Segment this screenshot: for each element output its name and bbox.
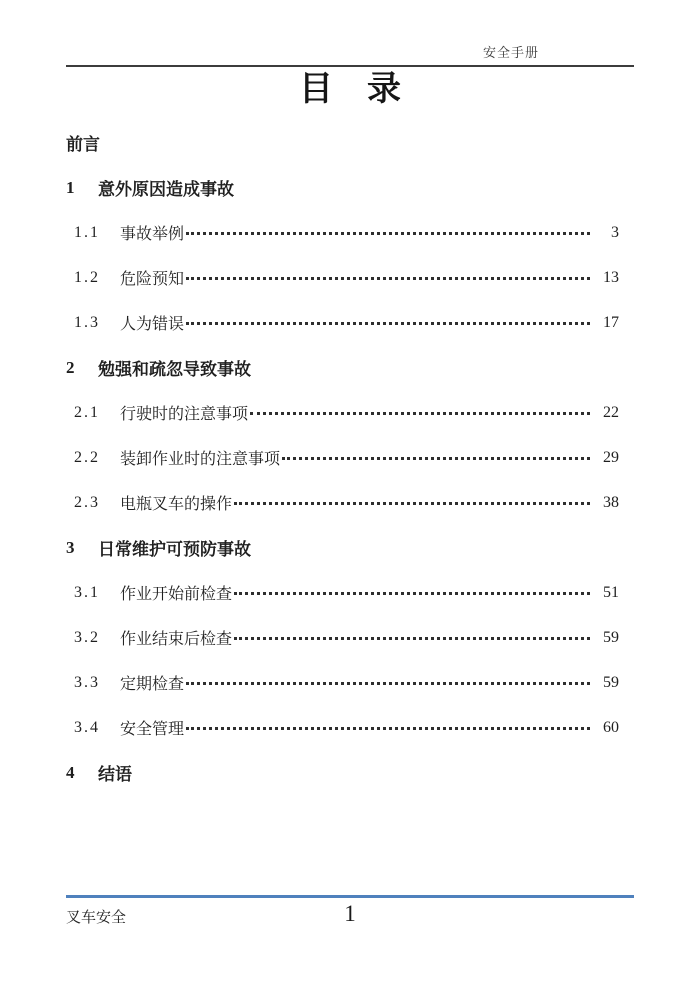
toc-entry-row[interactable] [66, 660, 634, 705]
dot-leader [234, 637, 590, 640]
toc-entry-row[interactable] [66, 480, 634, 525]
toc-entry-number: 3.2 [74, 628, 100, 646]
toc-title: 目 录 [299, 71, 401, 108]
table-of-contents [66, 120, 634, 795]
footer-doc-label: 叉车安全 [66, 910, 127, 926]
toc-entry-label: 作业结束后检查 [120, 631, 233, 648]
toc-entry-number: 2.2 [74, 448, 100, 466]
toc-section-label: 勉强和疏忽导致事故 [98, 360, 251, 379]
toc-entry-row[interactable] [66, 255, 634, 300]
dot-leader [186, 682, 590, 685]
toc-entry-number: 2.1 [74, 403, 100, 421]
page-header [66, 42, 634, 67]
toc-entry-row[interactable] [66, 570, 634, 615]
toc-entry-page: 59 [603, 628, 619, 646]
toc-entry-row[interactable] [66, 300, 634, 345]
toc-section-label: 日常维护可预防事故 [98, 540, 251, 559]
toc-entry-label: 安全管理 [120, 721, 185, 738]
toc-section-label: 结语 [98, 765, 132, 784]
toc-section-row[interactable] [66, 165, 634, 210]
toc-entry-label: 电瓶叉车的操作 [120, 496, 233, 513]
header-doc-title: 安全手册 [482, 45, 539, 60]
dot-leader [250, 412, 590, 415]
page-footer [66, 895, 634, 926]
toc-entry-page: 51 [603, 583, 619, 601]
toc-section-row[interactable] [66, 525, 634, 570]
toc-entry-number: 3.1 [74, 583, 100, 601]
toc-entry-number: 3.4 [74, 718, 100, 736]
toc-section-number: 4 [66, 762, 75, 782]
toc-entry-label: 危险预知 [120, 271, 185, 288]
page-number: 1 [344, 901, 356, 926]
toc-entry-number: 1.1 [74, 223, 100, 241]
toc-section-number: 2 [66, 357, 75, 377]
toc-entry-row[interactable] [66, 705, 634, 750]
toc-entry-row[interactable] [66, 435, 634, 480]
toc-preface-label: 前言 [66, 135, 100, 154]
toc-section-label: 意外原因造成事故 [98, 180, 234, 199]
toc-entry-label: 人为错误 [120, 316, 185, 333]
dot-leader [282, 457, 590, 460]
toc-entry-label: 行驶时的注意事项 [120, 406, 249, 423]
toc-section-number: 3 [66, 537, 75, 557]
dot-leader [234, 592, 590, 595]
dot-leader [186, 232, 590, 235]
toc-entry-row[interactable] [66, 615, 634, 660]
toc-entry-page: 3 [611, 223, 619, 241]
dot-leader [186, 322, 590, 325]
toc-entry-row[interactable] [66, 390, 634, 435]
toc-entry-page: 29 [603, 448, 619, 466]
toc-entry-number: 3.3 [74, 673, 100, 691]
toc-entry-number: 1.3 [74, 313, 100, 331]
toc-section-row[interactable] [66, 345, 634, 390]
toc-section-row[interactable] [66, 750, 634, 795]
toc-entry-label: 事故举例 [120, 226, 185, 243]
dot-leader [234, 502, 590, 505]
toc-entry-page: 13 [603, 268, 619, 286]
toc-entry-page: 38 [603, 493, 619, 511]
toc-entry-page: 59 [603, 673, 619, 691]
toc-entry-label: 作业开始前检查 [120, 586, 233, 603]
toc-entry-label: 定期检查 [120, 676, 185, 693]
toc-entry-page: 17 [603, 313, 619, 331]
dot-leader [186, 277, 590, 280]
toc-entry-label: 装卸作业时的注意事项 [120, 451, 281, 468]
toc-preface-row[interactable] [66, 120, 634, 165]
toc-entry-number: 2.3 [74, 493, 100, 511]
dot-leader [186, 727, 590, 730]
toc-entry-page: 22 [603, 403, 619, 421]
toc-entry-number: 1.2 [74, 268, 100, 286]
toc-entry-row[interactable] [66, 210, 634, 255]
toc-entry-page: 60 [603, 718, 619, 736]
toc-section-number: 1 [66, 177, 75, 197]
